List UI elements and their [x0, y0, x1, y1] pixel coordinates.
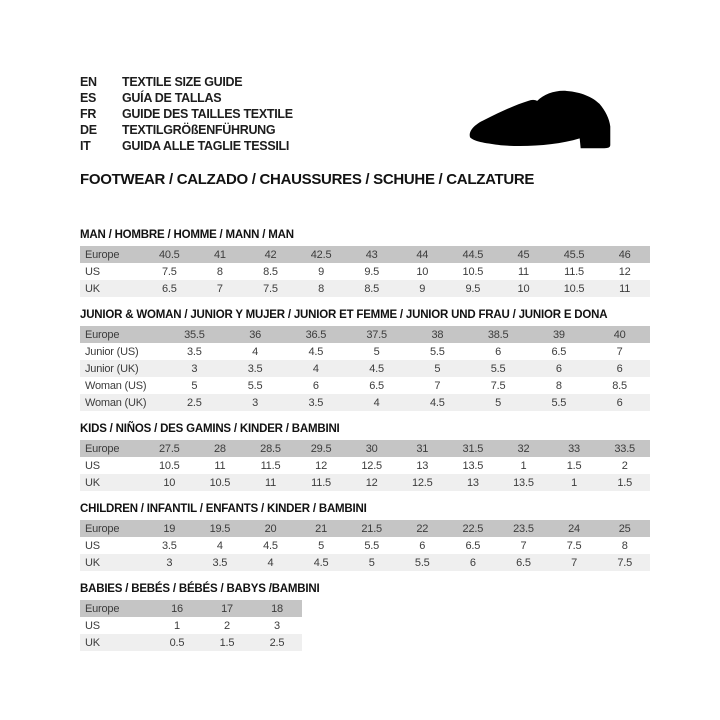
table-row: [80, 326, 650, 343]
row-label: Europe: [85, 602, 120, 615]
size-cell: 5.5: [364, 539, 380, 552]
size-table: [80, 326, 650, 411]
size-cell: 13: [466, 476, 479, 489]
size-cell: 5.5: [551, 396, 567, 409]
row-label: Junior (US): [85, 345, 139, 358]
size-cell: 46: [618, 248, 631, 261]
size-cell: 8: [318, 282, 325, 295]
size-cell: 10.5: [158, 459, 180, 472]
table-row: [80, 280, 650, 297]
size-cell: 11.5: [260, 459, 281, 472]
row-label: Europe: [85, 248, 120, 261]
table-row: [80, 474, 650, 491]
row-label: US: [85, 459, 100, 472]
table-row: [80, 360, 650, 377]
row-label: Junior (UK): [85, 362, 139, 375]
table-row: [80, 263, 650, 280]
size-cell: 7: [616, 345, 623, 358]
size-cell: 3.5: [161, 539, 177, 552]
size-cell: 2.5: [187, 396, 202, 409]
size-cell: 2: [224, 619, 230, 632]
size-cell: 39: [552, 328, 565, 341]
size-cell: 4.5: [430, 396, 445, 409]
row-label: UK: [85, 636, 100, 649]
size-table-section: [80, 583, 650, 651]
size-cell: 32: [517, 442, 530, 455]
language-row: [80, 90, 293, 106]
size-cell: 43: [365, 248, 378, 261]
category-title: FOOTWEAR / CALZADO / CHAUSSURES / SCHUHE / CALZATURE: [80, 171, 535, 188]
size-cell: 2: [621, 459, 628, 472]
size-cell: 5: [191, 379, 198, 392]
size-cell: 6.5: [465, 539, 481, 552]
size-cell: 3.5: [212, 556, 228, 569]
table-row: [80, 246, 650, 263]
table-row: [80, 440, 650, 457]
table-row: [80, 394, 650, 411]
size-cell: 6: [616, 362, 623, 375]
size-cell: 7: [571, 556, 577, 569]
size-table-section: [80, 229, 650, 297]
size-cell: 19.5: [209, 522, 231, 535]
size-table-title: CHILDREN / INFANTIL / ENFANTS / KINDER / BAMBINI: [80, 503, 367, 515]
language-code: FR: [80, 107, 97, 121]
size-cell: 5: [495, 396, 502, 409]
size-cell: 29.5: [310, 442, 332, 455]
size-cell: 12: [365, 476, 378, 489]
size-cell: 12.5: [361, 459, 382, 472]
size-cell: 11.5: [564, 265, 584, 278]
size-cell: 4: [216, 539, 223, 552]
size-cell: 4.5: [313, 556, 329, 569]
size-cell: 6.5: [161, 282, 177, 295]
size-cell: 12: [618, 265, 631, 278]
size-cell: 36: [249, 328, 262, 341]
size-cell: 8.5: [364, 282, 380, 295]
row-label: UK: [85, 476, 100, 489]
size-cell: 3: [166, 556, 173, 569]
table-row: [80, 634, 302, 651]
size-cell: 10.5: [563, 282, 585, 295]
size-table-section: [80, 423, 650, 491]
row-label: UK: [85, 282, 100, 295]
size-cell: 8: [621, 539, 628, 552]
size-cell: 7: [434, 379, 441, 392]
size-cell: 45: [517, 248, 530, 261]
size-cell: 5.5: [414, 556, 430, 569]
row-label: Europe: [85, 522, 120, 535]
row-label: US: [85, 619, 100, 632]
size-cell: 40: [613, 328, 626, 341]
size-cell: 20: [264, 522, 277, 535]
size-cell: 4: [267, 556, 274, 569]
size-table-title: JUNIOR & WOMAN / JUNIOR Y MUJER / JUNIOR ET FEMME / JUNIOR UND FRAU / JUNIOR E DONA: [80, 309, 608, 321]
language-row: [80, 138, 293, 154]
size-cell: 9.5: [465, 282, 481, 295]
size-cell: 9: [318, 265, 325, 278]
row-label: US: [85, 265, 100, 278]
size-cell: 10.5: [209, 476, 231, 489]
size-cell: 44: [416, 248, 429, 261]
size-table: [80, 600, 302, 651]
table-row: [80, 537, 650, 554]
size-cell: 13.5: [462, 459, 484, 472]
size-tables-container: [80, 229, 650, 663]
table-row: [80, 600, 302, 617]
row-label: Woman (UK): [85, 396, 147, 409]
language-label: TEXTILE SIZE GUIDE: [122, 75, 243, 89]
size-cell: 5: [434, 362, 441, 375]
size-cell: 7.5: [263, 282, 278, 295]
size-cell: 4: [373, 396, 380, 409]
size-cell: 5: [373, 345, 380, 358]
size-cell: 6: [555, 362, 562, 375]
size-cell: 41: [213, 248, 226, 261]
size-cell: 44.5: [462, 248, 484, 261]
size-cell: 4: [252, 345, 259, 358]
size-cell: 7.5: [617, 556, 633, 569]
size-cell: 31: [416, 442, 429, 455]
shoe-path: [470, 91, 611, 148]
table-row: [80, 520, 650, 537]
size-cell: 2.5: [269, 636, 285, 649]
size-cell: 6: [616, 396, 623, 409]
dress-shoe-silhouette: [455, 86, 653, 165]
size-cell: 21: [315, 522, 327, 535]
size-cell: 17: [221, 602, 233, 615]
size-cell: 42: [264, 248, 277, 261]
size-cell: 5.5: [247, 379, 263, 392]
size-cell: 7: [520, 539, 527, 552]
size-cell: 13.5: [513, 476, 534, 489]
size-cell: 31.5: [462, 442, 484, 455]
size-cell: 40.5: [158, 248, 180, 261]
size-cell: 45.5: [563, 248, 585, 261]
table-row: [80, 457, 650, 474]
size-table: [80, 246, 650, 297]
size-cell: 4: [312, 362, 319, 375]
language-label: GUIDA ALLE TAGLIE TESSILI: [122, 139, 290, 153]
language-code: DE: [80, 123, 97, 137]
size-cell: 12: [315, 459, 327, 472]
language-label: TEXTILGRÖßENFÜHRUNG: [122, 123, 276, 137]
size-cell: 1: [174, 619, 180, 632]
size-cell: 22.5: [462, 522, 484, 535]
size-cell: 13: [416, 459, 429, 472]
language-row: [80, 74, 293, 90]
size-cell: 35.5: [184, 328, 205, 341]
size-cell: 16: [171, 602, 183, 615]
size-cell: 10: [416, 265, 429, 278]
language-label: GUÍA DE TALLAS: [122, 91, 222, 105]
size-cell: 3.5: [187, 345, 202, 358]
size-cell: 1: [520, 459, 527, 472]
table-row: [80, 617, 302, 634]
size-cell: 8: [555, 379, 562, 392]
size-cell: 6: [495, 345, 502, 358]
size-cell: 8.5: [263, 265, 278, 278]
size-cell: 27.5: [158, 442, 180, 455]
size-cell: 6.5: [551, 345, 567, 358]
size-table-title: BABIES / BEBÉS / BÉBÉS / BABYS /BAMBINI: [80, 583, 320, 595]
size-cell: 3: [274, 619, 280, 632]
language-list: [80, 74, 293, 154]
size-cell: 6.5: [516, 556, 531, 569]
size-cell: 7.5: [161, 265, 177, 278]
size-table: [80, 440, 650, 491]
size-cell: 1: [571, 476, 577, 489]
size-cell: 25: [618, 522, 631, 535]
language-code: EN: [80, 75, 97, 89]
size-cell: 5: [368, 556, 375, 569]
size-cell: 3: [191, 362, 198, 375]
size-table-section: [80, 503, 650, 571]
size-cell: 10: [163, 476, 176, 489]
size-cell: 1.5: [617, 476, 633, 489]
table-row: [80, 554, 650, 571]
size-table-section: [80, 309, 650, 411]
size-cell: 8.5: [612, 379, 627, 392]
table-row: [80, 343, 650, 360]
size-cell: 11: [517, 265, 529, 278]
size-cell: 24: [568, 522, 580, 535]
size-cell: 11: [264, 476, 276, 489]
size-cell: 12.5: [411, 476, 433, 489]
table-row: [80, 377, 650, 394]
shoe-icon: [455, 86, 653, 165]
size-cell: 30: [365, 442, 378, 455]
size-table-title: KIDS / NIÑOS / DES GAMINS / KINDER / BAMBINI: [80, 423, 340, 435]
size-cell: 36.5: [305, 328, 327, 341]
size-cell: 21.5: [361, 522, 382, 535]
size-cell: 5.5: [490, 362, 506, 375]
size-cell: 28.5: [260, 442, 281, 455]
size-cell: 6: [419, 539, 426, 552]
size-cell: 11: [214, 459, 226, 472]
size-cell: 22: [416, 522, 429, 535]
size-cell: 1.5: [566, 459, 582, 472]
language-code: IT: [80, 139, 91, 153]
size-cell: 3.5: [247, 362, 263, 375]
size-cell: 11.5: [311, 476, 331, 489]
size-cell: 6: [469, 556, 476, 569]
size-cell: 10.5: [462, 265, 484, 278]
size-table: [80, 520, 650, 571]
size-cell: 5: [318, 539, 325, 552]
size-cell: 33.5: [614, 442, 635, 455]
size-cell: 37.5: [366, 328, 387, 341]
size-cell: 5.5: [430, 345, 445, 358]
size-cell: 42.5: [310, 248, 332, 261]
size-cell: 3.5: [308, 396, 324, 409]
size-cell: 18: [271, 602, 283, 615]
size-cell: 9.5: [364, 265, 380, 278]
size-cell: 9: [419, 282, 426, 295]
size-cell: 8: [216, 265, 223, 278]
row-label: UK: [85, 556, 100, 569]
size-cell: 4.5: [263, 539, 278, 552]
size-cell: 10: [517, 282, 530, 295]
size-cell: 7.5: [566, 539, 582, 552]
size-cell: 3: [252, 396, 259, 409]
size-table-title: MAN / HOMBRE / HOMME / MANN / MAN: [80, 229, 294, 241]
size-cell: 38: [431, 328, 444, 341]
size-cell: 4.5: [369, 362, 384, 375]
size-cell: 6.5: [369, 379, 384, 392]
size-cell: 23.5: [513, 522, 534, 535]
language-label: GUIDE DES TAILLES TEXTILE: [122, 107, 293, 121]
row-label: Europe: [85, 442, 120, 455]
size-cell: 0.5: [169, 636, 185, 649]
row-label: Europe: [85, 328, 120, 341]
size-cell: 19: [163, 522, 176, 535]
size-cell: 38.5: [487, 328, 509, 341]
size-cell: 6: [312, 379, 319, 392]
size-cell: 33: [568, 442, 580, 455]
language-code: ES: [80, 91, 97, 105]
language-row: [80, 122, 293, 138]
size-cell: 28: [213, 442, 226, 455]
size-cell: 4.5: [308, 345, 324, 358]
size-cell: 11: [619, 282, 631, 295]
row-label: Woman (US): [85, 379, 147, 392]
size-cell: 7: [216, 282, 223, 295]
size-cell: 1.5: [219, 636, 235, 649]
size-cell: 7.5: [490, 379, 506, 392]
language-row: [80, 106, 293, 122]
row-label: US: [85, 539, 100, 552]
